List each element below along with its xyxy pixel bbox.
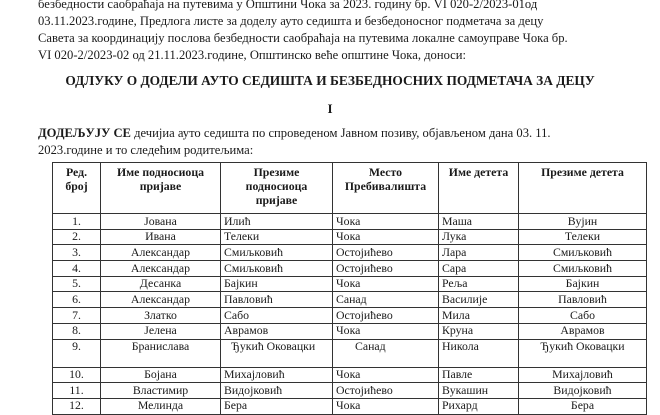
recipients-table xyxy=(52,162,647,415)
cell-applicant-name: Мелинда xyxy=(101,398,221,414)
table-header-row xyxy=(53,163,647,214)
cell-number: 10. xyxy=(53,367,101,383)
cell-child-name: Сара xyxy=(439,261,519,277)
cell-applicant-surname: Ђукић Оковацки xyxy=(221,339,333,367)
table-row xyxy=(53,339,647,367)
cell-applicant-surname: Видојковић xyxy=(221,383,333,399)
header-number: Ред. број xyxy=(53,163,101,214)
cell-child-name: Мила xyxy=(439,308,519,324)
cell-applicant-name: Десанка xyxy=(101,276,221,292)
cell-child-name: Рихард xyxy=(439,398,519,414)
cell-applicant-surname: Бера xyxy=(221,398,333,414)
table-row xyxy=(53,245,647,261)
cell-number: 11. xyxy=(53,383,101,399)
cell-residence: Остојићево xyxy=(333,245,439,261)
declaration-line-1 xyxy=(38,125,638,142)
table-row xyxy=(53,383,647,399)
cell-applicant-name: Златко xyxy=(101,308,221,324)
table-row xyxy=(53,323,647,339)
table-row xyxy=(53,308,647,324)
declaration-text: дечијиа ауто седишта по спроведеном Јавном позиву, објављеном дана 03. 11. xyxy=(130,126,551,140)
cell-applicant-surname: Смиљковић xyxy=(221,245,333,261)
cell-residence: Чока xyxy=(333,229,439,245)
cell-child-surname: Смиљковић xyxy=(519,261,647,277)
cell-residence: Санад xyxy=(333,292,439,308)
table-row xyxy=(53,276,647,292)
cell-applicant-surname: Илић xyxy=(221,214,333,230)
cell-applicant-name: Александар xyxy=(101,245,221,261)
declaration-bold: ДОДЕЉУЈУ СЕ xyxy=(38,126,131,140)
header-child-name: Име детета xyxy=(439,163,519,214)
cell-residence: Чока xyxy=(333,367,439,383)
cell-number: 1. xyxy=(53,214,101,230)
cell-child-surname: Видојковић xyxy=(519,383,647,399)
cell-applicant-surname: Михајловић xyxy=(221,367,333,383)
cell-residence: Остојићево xyxy=(333,261,439,277)
cell-applicant-name: Бранислава xyxy=(101,339,221,367)
intro-line-4: VI 020-2/2023-02 од 21.11.2023.године, Општинско веће општине Чока, доноси: xyxy=(38,48,467,62)
cell-number: 6. xyxy=(53,292,101,308)
cell-child-name: Никола xyxy=(439,339,519,367)
cell-child-surname: Сабо xyxy=(519,308,647,324)
cell-applicant-surname: Смиљковић xyxy=(221,261,333,277)
cell-residence: Остојићево xyxy=(333,308,439,324)
intro-line-3: Савета за координацију послова безбедности саобраћаја на путевима локалне самоуправе Чока бр. xyxy=(38,31,568,45)
cell-child-name: Вукашин xyxy=(439,383,519,399)
cell-number: 5. xyxy=(53,276,101,292)
cell-child-surname: Бајкин xyxy=(519,276,647,292)
table-row xyxy=(53,261,647,277)
cell-number: 4. xyxy=(53,261,101,277)
header-child-surname: Презиме детета xyxy=(519,163,647,214)
cell-child-surname: Ђукић Оковацки xyxy=(519,339,647,367)
cell-child-surname: Павловић xyxy=(519,292,647,308)
table-row xyxy=(53,398,647,414)
cell-number: 7. xyxy=(53,308,101,324)
cell-applicant-name: Бојана xyxy=(101,367,221,383)
section-number: I xyxy=(327,101,333,116)
cell-child-surname: Смиљковић xyxy=(519,245,647,261)
table-row xyxy=(53,214,647,230)
intro-line-1: безбедности саобраћаја на путевима у Општини Чока за 2023. годину бр. VI 020-2/2023-01од xyxy=(38,0,538,11)
cell-residence: Чока xyxy=(333,398,439,414)
cell-child-surname: Михајловић xyxy=(519,367,647,383)
cell-child-surname: Вујин xyxy=(519,214,647,230)
cell-child-surname: Бера xyxy=(519,398,647,414)
cell-residence: Чока xyxy=(333,214,439,230)
cell-residence: Чока xyxy=(333,323,439,339)
cell-applicant-surname: Бајкин xyxy=(221,276,333,292)
cell-number: 8. xyxy=(53,323,101,339)
cell-applicant-name: Александар xyxy=(101,292,221,308)
cell-child-name: Маша xyxy=(439,214,519,230)
cell-child-surname: Телеки xyxy=(519,229,647,245)
table-row xyxy=(53,229,647,245)
cell-applicant-surname: Павловић xyxy=(221,292,333,308)
cell-residence: Санад xyxy=(333,339,439,367)
cell-applicant-name: Јована xyxy=(101,214,221,230)
cell-number: 9. xyxy=(53,339,101,367)
decision-title: ОДЛУКУ О ДОДЕЛИ АУТО СЕДИШТА И БЕЗБЕДНОСНИХ ПОДМЕТАЧА ЗА ДЕЦУ xyxy=(65,73,595,88)
header-applicant-name: Име подносиоца пријаве xyxy=(101,163,221,214)
cell-child-name: Лука xyxy=(439,229,519,245)
cell-number: 3. xyxy=(53,245,101,261)
cell-child-name: Реља xyxy=(439,276,519,292)
cell-child-name: Круна xyxy=(439,323,519,339)
cell-applicant-name: Јелена xyxy=(101,323,221,339)
intro-line-2: 03.11.2023.године, Предлога листе за доделу ауто седишта и безбедоносног подметача за децу xyxy=(38,14,544,28)
table-row xyxy=(53,292,647,308)
header-residence: Место Пребивалишта xyxy=(333,163,439,214)
table-row xyxy=(53,367,647,383)
cell-child-name: Павле xyxy=(439,367,519,383)
cell-residence: Чока xyxy=(333,276,439,292)
declaration-line-2: 2023.године и то следећим родитељима: xyxy=(38,143,254,157)
cell-child-name: Лара xyxy=(439,245,519,261)
cell-applicant-surname: Аврамов xyxy=(221,323,333,339)
cell-residence: Остојићево xyxy=(333,383,439,399)
cell-applicant-name: Александар xyxy=(101,261,221,277)
cell-applicant-name: Ивана xyxy=(101,229,221,245)
cell-applicant-name: Властимир xyxy=(101,383,221,399)
cell-applicant-surname: Сабо xyxy=(221,308,333,324)
cell-number: 2. xyxy=(53,229,101,245)
cell-child-surname: Аврамов xyxy=(519,323,647,339)
cell-child-name: Василије xyxy=(439,292,519,308)
cell-number: 12. xyxy=(53,398,101,414)
header-applicant-surname: Презиме подносиоца пријаве xyxy=(221,163,333,214)
cell-applicant-surname: Телеки xyxy=(221,229,333,245)
